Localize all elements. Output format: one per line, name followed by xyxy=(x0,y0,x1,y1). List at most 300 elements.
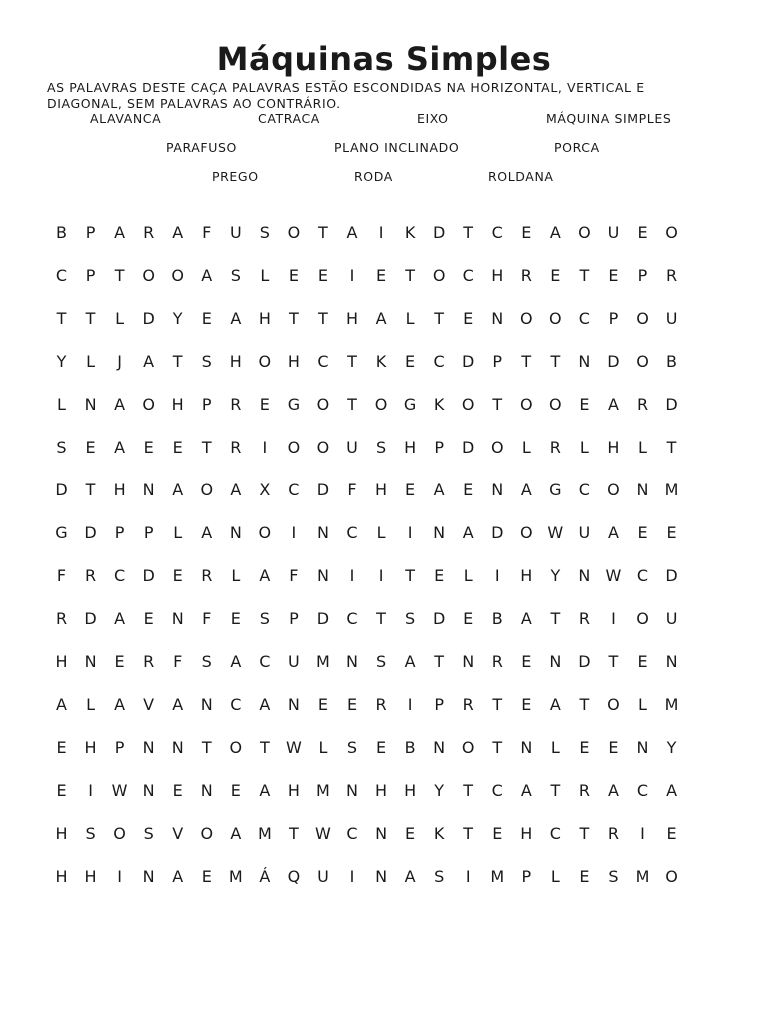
word-list-item: PLANO INCLINADO xyxy=(334,140,460,155)
grid-cell: A xyxy=(549,694,561,714)
grid-cell: U xyxy=(665,609,678,629)
grid-cell: I xyxy=(611,609,616,629)
grid-cell: N xyxy=(375,823,388,843)
grid-cell: L xyxy=(579,437,589,457)
grid-cell: S xyxy=(56,437,67,457)
grid-cell: N xyxy=(142,737,155,757)
grid-cell: P xyxy=(201,394,212,414)
grid-cell: D xyxy=(84,523,97,543)
grid-cell: U xyxy=(288,652,300,671)
grid-cell: O xyxy=(200,823,214,843)
grid-cell: G xyxy=(403,394,417,414)
grid-cell: L xyxy=(463,566,473,586)
grid-cell: G xyxy=(55,523,68,543)
grid-cell: T xyxy=(463,823,474,843)
grid-cell: L xyxy=(318,737,328,757)
grid-cell: E xyxy=(579,394,590,414)
grid-cell: N xyxy=(636,480,649,500)
grid-cell: F xyxy=(289,566,299,586)
grid-cell: O xyxy=(258,523,272,543)
grid-cell: A xyxy=(172,480,184,500)
grid-cell: L xyxy=(521,437,531,457)
grid-cell: A xyxy=(607,523,619,543)
word-list-item: CATRACA xyxy=(258,111,320,126)
grid-cell: K xyxy=(404,223,416,242)
grid-cell: E xyxy=(56,780,67,800)
grid-cell: C xyxy=(549,823,561,843)
grid-cell: E xyxy=(172,437,183,457)
grid-cell: R xyxy=(578,609,590,629)
grid-cell: T xyxy=(376,609,386,629)
grid-cell: Q xyxy=(287,866,301,886)
word-list-item: PORCA xyxy=(554,140,600,155)
grid-cell: H xyxy=(171,394,184,414)
grid-cell: T xyxy=(434,652,445,671)
grid-cell: T xyxy=(434,308,445,328)
word-list-item: ALAVANCA xyxy=(90,111,162,126)
grid-cell: A xyxy=(607,394,619,414)
grid-cell: U xyxy=(346,437,358,457)
grid-cell: R xyxy=(665,265,678,285)
grid-cell: O xyxy=(490,437,504,457)
grid-cell: M xyxy=(316,780,330,800)
grid-cell: E xyxy=(143,437,154,457)
grid-cell: P xyxy=(114,523,125,543)
grid-cell: L xyxy=(173,523,183,543)
grid-cell: N xyxy=(636,737,649,757)
grid-cell: C xyxy=(317,351,329,371)
grid-cell: V xyxy=(172,823,184,843)
grid-cell: U xyxy=(317,866,329,886)
grid-cell: S xyxy=(201,351,212,371)
grid-cell: N xyxy=(520,737,533,757)
grid-cell: O xyxy=(142,394,155,414)
grid-cell: C xyxy=(288,480,300,500)
grid-cell: E xyxy=(143,609,154,629)
grid-cell: A xyxy=(172,223,184,242)
grid-cell: A xyxy=(462,523,474,543)
grid-cell: A xyxy=(375,308,387,328)
grid-cell: H xyxy=(287,780,300,800)
grid-cell: E xyxy=(434,566,445,586)
grid-cell: I xyxy=(494,566,500,586)
grid-cell: N xyxy=(200,780,213,800)
grid-cell: A xyxy=(607,780,619,800)
grid-cell: I xyxy=(465,866,471,886)
grid-cell: T xyxy=(579,694,590,714)
grid-cell: P xyxy=(434,694,444,714)
grid-cell: E xyxy=(405,480,416,500)
grid-cell: N xyxy=(578,351,591,371)
grid-cell: M xyxy=(490,866,505,886)
grid-cell: H xyxy=(375,480,388,500)
grid-cell: T xyxy=(492,694,503,714)
grid-cell: A xyxy=(172,694,184,714)
grid-cell: S xyxy=(375,652,387,671)
grid-cell: I xyxy=(349,265,355,285)
grid-cell: W xyxy=(605,566,622,586)
grid-cell: T xyxy=(201,737,212,757)
grid-cell: E xyxy=(201,308,212,328)
grid-cell: D xyxy=(432,223,446,242)
grid-cell: Y xyxy=(56,351,67,371)
grid-cell: R xyxy=(143,223,155,242)
word-list-item: PARAFUSO xyxy=(166,140,237,155)
grid-cell: E xyxy=(579,737,590,757)
grid-cell: A xyxy=(520,609,532,629)
grid-cell: R xyxy=(55,609,68,629)
grid-cell: N xyxy=(375,866,388,886)
grid-cell: L xyxy=(57,394,66,414)
grid-cell: O xyxy=(287,223,301,242)
grid-cell: D xyxy=(84,609,97,629)
grid-cell: T xyxy=(492,737,503,757)
grid-cell: P xyxy=(492,351,503,371)
grid-cell: V xyxy=(143,694,155,714)
grid-cell: S xyxy=(201,652,212,671)
grid-cell: E xyxy=(463,308,474,328)
grid-cell: M xyxy=(316,652,330,671)
grid-cell: L xyxy=(376,523,386,543)
grid-cell: T xyxy=(114,265,125,285)
grid-cell: F xyxy=(347,480,357,500)
grid-cell: T xyxy=(289,308,299,328)
grid-cell: T xyxy=(550,351,561,371)
grid-cell: O xyxy=(374,394,388,414)
grid-cell: M xyxy=(664,480,679,500)
grid-cell: D xyxy=(316,609,330,629)
grid-cell: L xyxy=(86,694,95,714)
grid-cell: H xyxy=(491,265,504,285)
grid-cell: O xyxy=(316,394,330,414)
grid-cell: R xyxy=(578,780,590,800)
grid-cell: O xyxy=(200,480,214,500)
grid-cell: E xyxy=(230,780,241,800)
grid-cell: H xyxy=(345,308,359,328)
grid-cell: N xyxy=(171,609,184,629)
grid-cell: F xyxy=(202,609,212,629)
grid-cell: O xyxy=(432,265,446,285)
grid-cell: M xyxy=(635,866,650,886)
grid-cell: F xyxy=(173,652,183,671)
grid-cell: D xyxy=(432,609,446,629)
grid-cell: M xyxy=(257,823,272,843)
grid-cell: E xyxy=(521,223,532,242)
grid-cell: H xyxy=(55,823,68,843)
grid-cell: N xyxy=(142,780,155,800)
grid-cell: Y xyxy=(434,780,445,800)
grid-cell: H xyxy=(404,437,417,457)
grid-cell: D xyxy=(607,351,620,371)
grid-cell: C xyxy=(491,780,503,800)
grid-cell: I xyxy=(88,780,93,800)
grid-cell: H xyxy=(229,351,242,371)
grid-cell: D xyxy=(142,308,155,328)
grid-cell: T xyxy=(579,265,590,285)
grid-cell: N xyxy=(142,866,155,886)
grid-cell: F xyxy=(56,566,67,586)
grid-cell: E xyxy=(85,437,96,457)
grid-cell: T xyxy=(492,394,503,414)
grid-cell: E xyxy=(259,394,270,414)
grid-cell: O xyxy=(229,737,243,757)
grid-cell: O xyxy=(461,394,475,414)
grid-cell: N xyxy=(84,652,97,671)
grid-cell: E xyxy=(172,566,183,586)
grid-cell: N xyxy=(316,523,329,543)
grid-cell: D xyxy=(665,566,678,586)
grid-cell: S xyxy=(346,737,358,757)
grid-cell: A xyxy=(172,866,184,886)
grid-cell: R xyxy=(607,823,619,843)
grid-cell: E xyxy=(288,265,299,285)
grid-cell: P xyxy=(85,265,96,285)
grid-cell: P xyxy=(143,523,154,543)
grid-cell: C xyxy=(636,566,649,586)
grid-cell: L xyxy=(405,308,415,328)
grid-cell: B xyxy=(491,609,503,629)
grid-cell: O xyxy=(578,223,591,242)
grid-cell: G xyxy=(287,394,301,414)
grid-cell: U xyxy=(578,523,591,543)
grid-cell: L xyxy=(638,437,647,457)
grid-cell: N xyxy=(84,394,97,414)
grid-cell: D xyxy=(578,652,591,671)
grid-cell: S xyxy=(434,866,445,886)
grid-cell: E xyxy=(375,265,387,285)
grid-cell: C xyxy=(346,523,358,543)
grid-cell: H xyxy=(55,652,68,671)
grid-cell: T xyxy=(347,351,357,371)
word-list-item: MÁQUINA SIMPLES xyxy=(546,111,672,126)
grid-cell: E xyxy=(666,523,677,543)
grid-cell: O xyxy=(142,265,155,285)
grid-cell: I xyxy=(407,523,413,543)
word-list-item: ROLDANA xyxy=(488,169,554,184)
grid-cell: N xyxy=(287,694,300,714)
grid-cell: L xyxy=(550,866,560,886)
grid-cell: T xyxy=(172,351,183,371)
grid-cell: E xyxy=(56,737,67,757)
grid-cell: A xyxy=(114,609,126,629)
grid-cell: N xyxy=(171,737,184,757)
grid-cell: C xyxy=(433,351,445,371)
grid-cell: U xyxy=(665,308,678,328)
grid-cell: C xyxy=(346,609,358,629)
grid-cell: G xyxy=(549,480,562,500)
grid-cell: A xyxy=(230,823,242,843)
grid-cell: T xyxy=(666,437,677,457)
grid-cell: W xyxy=(547,523,564,543)
grid-cell: E xyxy=(201,866,212,886)
grid-cell: N xyxy=(549,652,562,671)
grid-cell: O xyxy=(171,265,184,285)
grid-cell: A xyxy=(404,866,416,886)
grid-cell: A xyxy=(201,523,213,543)
grid-cell: P xyxy=(289,609,299,629)
grid-cell: A xyxy=(433,480,445,500)
grid-cell: I xyxy=(407,694,413,714)
grid-cell: W xyxy=(315,823,331,843)
grid-cell: A xyxy=(666,780,678,800)
grid-cell: Y xyxy=(550,566,561,586)
grid-cell: P xyxy=(434,437,444,457)
grid-cell: U xyxy=(607,223,620,242)
grid-cell: H xyxy=(520,823,533,843)
grid-cell: N xyxy=(462,652,475,671)
grid-cell: S xyxy=(230,265,241,285)
grid-cell: T xyxy=(405,265,415,285)
grid-cell: A xyxy=(259,566,271,586)
grid-cell: O xyxy=(520,308,533,328)
grid-cell: P xyxy=(521,866,532,886)
grid-cell: R xyxy=(375,694,387,714)
grid-cell: T xyxy=(550,609,561,629)
grid-cell: T xyxy=(463,223,474,242)
grid-cell: D xyxy=(491,523,504,543)
grid-cell: C xyxy=(491,223,503,242)
word-list-item: PREGO xyxy=(212,169,259,184)
grid-cell: F xyxy=(202,223,212,242)
grid-cell: C xyxy=(578,308,590,328)
grid-cell: H xyxy=(84,737,97,757)
grid-cell: O xyxy=(607,480,620,500)
grid-cell: R xyxy=(84,566,97,586)
grid-cell: C xyxy=(578,480,590,500)
grid-cell: H xyxy=(375,780,388,800)
grid-cell: E xyxy=(463,480,474,500)
grid-cell: O xyxy=(636,351,649,371)
grid-cell: D xyxy=(55,480,68,500)
grid-cell: T xyxy=(521,351,532,371)
grid-cell: E xyxy=(405,823,416,843)
grid-cell: K xyxy=(433,823,445,843)
grid-cell: E xyxy=(230,609,241,629)
grid-cell: O xyxy=(549,308,562,328)
grid-cell: E xyxy=(492,823,503,843)
grid-cell: T xyxy=(85,480,96,500)
grid-cell: S xyxy=(85,823,96,843)
grid-cell: H xyxy=(404,780,417,800)
grid-cell: R xyxy=(549,437,561,457)
grid-cell: N xyxy=(433,737,446,757)
grid-cell: E xyxy=(637,223,648,242)
grid-cell: O xyxy=(665,223,678,242)
grid-cell: O xyxy=(113,823,126,843)
grid-cell: S xyxy=(259,223,270,242)
grid-cell: L xyxy=(638,694,647,714)
grid-cell: A xyxy=(230,480,242,500)
grid-cell: D xyxy=(142,566,155,586)
grid-cell: I xyxy=(262,437,268,457)
grid-cell: N xyxy=(200,694,213,714)
grid-cell: N xyxy=(346,780,358,800)
grid-cell: E xyxy=(637,652,648,671)
grid-cell: O xyxy=(636,609,649,629)
grid-cell: P xyxy=(114,737,125,757)
grid-cell: D xyxy=(462,351,475,371)
grid-cell: R xyxy=(143,652,155,671)
grid-cell: T xyxy=(579,823,590,843)
grid-cell: N xyxy=(433,523,446,543)
grid-cell: S xyxy=(375,437,387,457)
grid-cell: L xyxy=(550,737,560,757)
grid-cell: N xyxy=(665,652,678,671)
grid-cell: H xyxy=(84,866,97,886)
grid-cell: S xyxy=(608,866,619,886)
grid-cell: O xyxy=(287,437,301,457)
grid-cell: A xyxy=(259,780,271,800)
grid-cell: S xyxy=(259,609,270,629)
grid-cell: A xyxy=(143,351,155,371)
grid-cell: K xyxy=(433,394,445,414)
grid-cell: T xyxy=(201,437,212,457)
grid-cell: K xyxy=(375,351,387,371)
grid-cell: E xyxy=(608,737,619,757)
grid-cell: P xyxy=(637,265,648,285)
grid-cell: T xyxy=(259,737,270,757)
grid-cell: D xyxy=(316,480,330,500)
grid-cell: A xyxy=(549,223,561,242)
grid-cell: T xyxy=(608,652,619,671)
grid-cell: I xyxy=(117,866,122,886)
grid-cell: O xyxy=(258,351,272,371)
grid-cell: B xyxy=(404,737,416,757)
grid-cell: E xyxy=(346,694,358,714)
grid-cell: E xyxy=(375,737,387,757)
grid-cell: C xyxy=(259,652,271,671)
grid-cell: W xyxy=(285,737,302,757)
grid-cell: N xyxy=(229,523,242,543)
word-list-item: RODA xyxy=(354,169,393,184)
grid-cell: L xyxy=(86,351,95,371)
grid-cell: I xyxy=(640,823,645,843)
grid-cell: C xyxy=(636,780,649,800)
grid-cell: O xyxy=(461,737,475,757)
grid-cell: W xyxy=(111,780,128,800)
grid-cell: B xyxy=(666,351,678,371)
grid-cell: C xyxy=(462,265,474,285)
grid-cell: T xyxy=(289,823,299,843)
grid-cell: Á xyxy=(259,866,271,886)
grid-cell: T xyxy=(463,780,474,800)
grid-cell: A xyxy=(201,265,213,285)
grid-cell: T xyxy=(318,223,328,242)
grid-cell: M xyxy=(228,866,243,886)
grid-cell: D xyxy=(665,394,678,414)
grid-cell: D xyxy=(462,437,475,457)
grid-cell: A xyxy=(520,780,532,800)
grid-cell: L xyxy=(115,308,125,328)
grid-cell: P xyxy=(608,308,619,328)
grid-cell: O xyxy=(549,394,562,414)
grid-cell: E xyxy=(317,694,328,714)
grid-cell: O xyxy=(636,308,649,328)
grid-cell: C xyxy=(230,694,242,714)
grid-cell: I xyxy=(378,566,384,586)
grid-cell: R xyxy=(636,394,649,414)
grid-cell: A xyxy=(114,694,126,714)
grid-cell: C xyxy=(346,823,358,843)
grid-cell: R xyxy=(520,265,532,285)
grid-cell: H xyxy=(55,866,68,886)
grid-cell: O xyxy=(607,694,620,714)
instructions-text: AS PALAVRAS DESTE CAÇA PALAVRAS ESTÃO ESCONDIDAS NA HORIZONTAL, VERTICAL E DIAGONAL, SEM PALAVRAS AO CONTRÁRIO. xyxy=(47,80,645,111)
grid-cell: T xyxy=(318,308,328,328)
grid-cell: T xyxy=(347,394,357,414)
grid-cell: E xyxy=(172,780,183,800)
grid-cell: I xyxy=(349,566,355,586)
